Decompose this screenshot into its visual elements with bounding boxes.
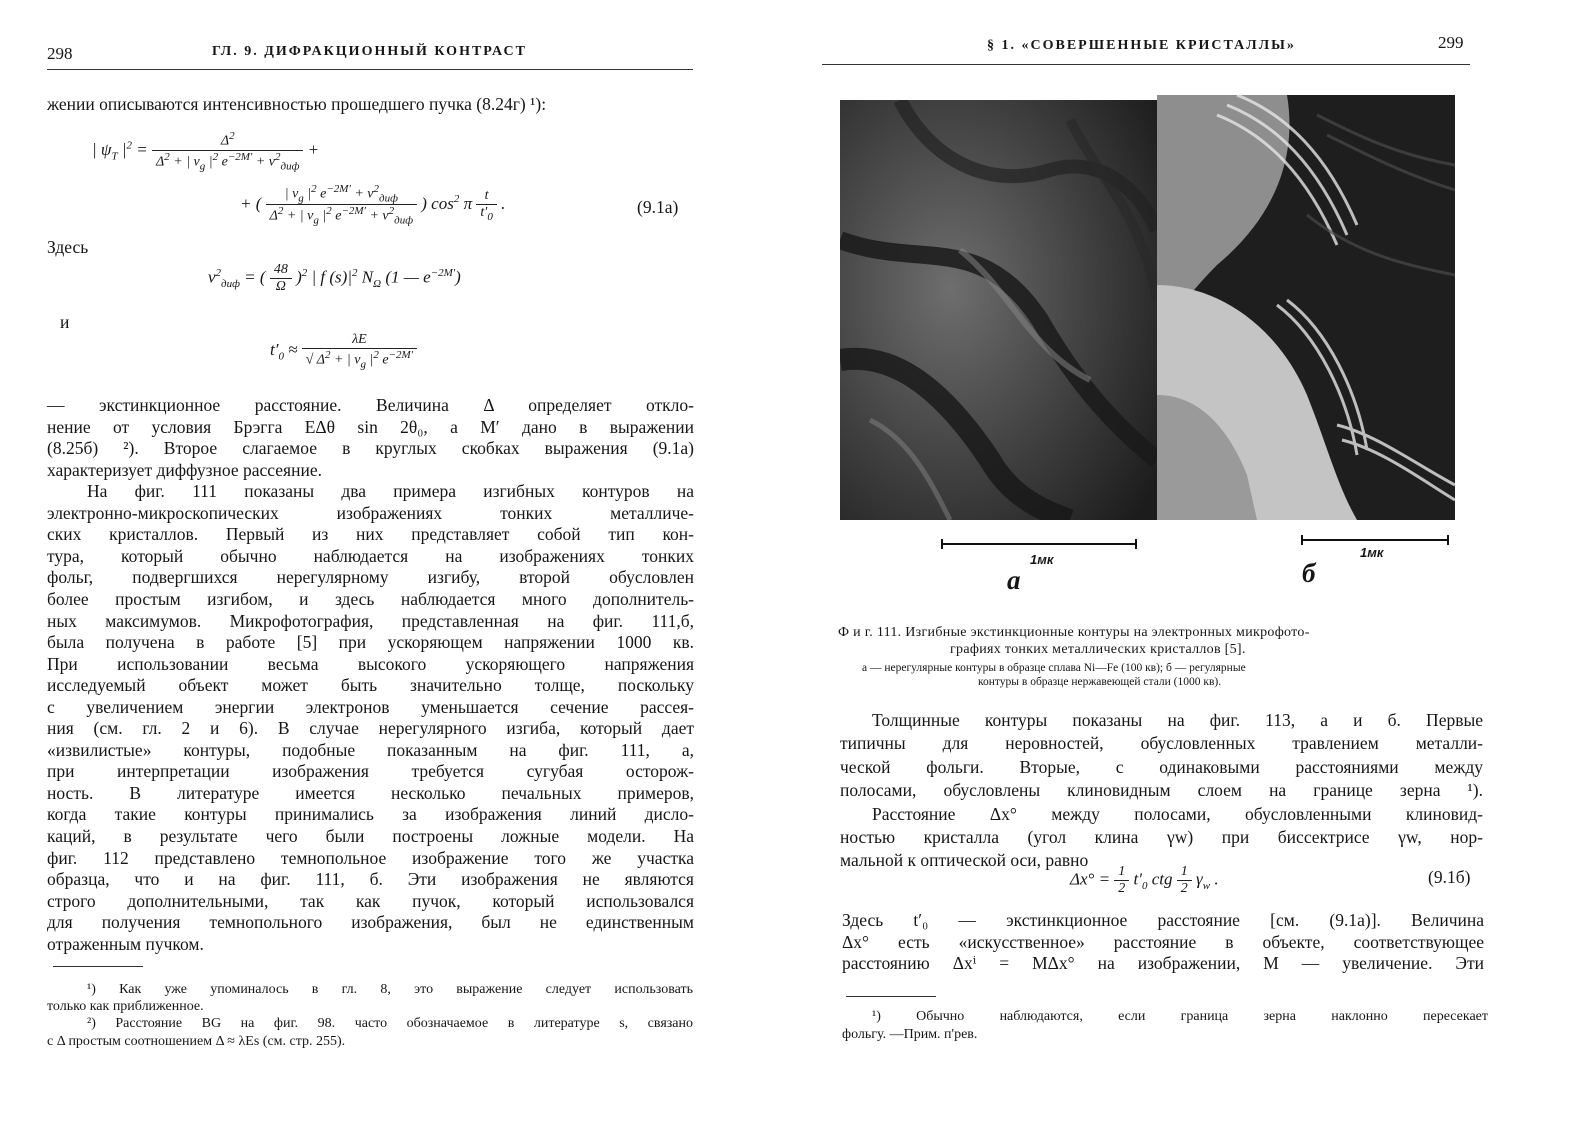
paragraph-line: исследуемый объект может быть значительно толще, поскольку xyxy=(47,675,694,696)
left-page xyxy=(0,0,780,1146)
footnote-line: ²) Расстояние BG на фиг. 98. часто обозначаемое в литературе s, связано xyxy=(87,1016,693,1032)
paragraph-line: отраженным пучком. xyxy=(47,933,204,954)
paragraph-line: каций, в результате чего были построены ложные модели. На xyxy=(47,826,694,846)
running-header: ГЛ. 9. ДИФРАКЦИОННЫЙ КОНТРАСТ xyxy=(212,44,527,59)
page-number: 298 xyxy=(47,44,73,63)
paragraph-line: (8.25б) ²). Второе слагаемое в круглых скобках выражения (9.1а) xyxy=(47,438,694,459)
paragraph-line: была получена в работе [5] при ускоряющем напряжении 1000 кв. xyxy=(47,632,694,653)
paragraph-line: — экстинкционное расстояние. Величина Δ определяет откло- xyxy=(47,395,694,415)
paragraph-line: Δx° есть «искусственное» расстояние в объекте, соответствующее xyxy=(842,931,1484,952)
paragraph-line: когда такие контуры принимались за изображения линий дисло- xyxy=(47,804,694,825)
footnote-rule xyxy=(53,966,143,967)
paragraph-line: типичны для неровностей, обусловленных травлением металли- xyxy=(840,733,1483,754)
running-header: § 1. «СОВЕРШЕННЫЕ КРИСТАЛЛЫ» xyxy=(987,38,1296,53)
paragraph-line: ния (см. гл. 2 и 6). В случае нерегулярного изгиба, который дает xyxy=(47,718,694,739)
scale-label-b: 1мк xyxy=(1360,545,1384,560)
paragraph-line: ность. В литературе имеется несколько печальных примеров, xyxy=(47,782,694,803)
paragraph-line: более простым изгибом, и здесь наблюдается много дополнитель- xyxy=(47,588,694,609)
paragraph-line: электронно-микроскопических изображениях тонких металличе- xyxy=(47,502,694,523)
header-rule xyxy=(47,69,693,70)
footnote-line: только как приближенное. xyxy=(47,999,204,1015)
paragraph-line: характеризует диффузное рассеяние. xyxy=(47,459,322,480)
paragraph-line: полосами, обусловлены клиновидным слоем на границе зерна ¹). xyxy=(840,780,1483,801)
header-rule xyxy=(822,64,1470,65)
figure-caption-line2: графиях тонких металлических кристаллов [5]. xyxy=(950,642,1246,657)
paragraph-line: нение от условия Брэгга EΔθ sin 2θ₀, а M′ дано в выражении xyxy=(47,416,694,437)
paragraph-line: На фиг. 111 показаны два примера изгибных контуров на xyxy=(87,481,694,502)
word-and: и xyxy=(60,312,70,332)
equation-9-1b: Δx° = $\frac{1}{2}$ $t'_0$ ctg $\frac{1}{2}$ $\gamma_w$ . xyxy=(1070,864,1219,896)
micrograph-b xyxy=(1157,95,1455,520)
equation-vdif: $v^2_{диф}$ = ( $\frac{48}{\Omega}$ )$^2$ | f $(s)|^2$ $N_\Omega$ (1 — $e^{-2M'}$) xyxy=(208,262,461,294)
paragraph-line: расстоянию Δxⁱ = MΔx° на изображении, M — увеличение. Эти xyxy=(842,953,1484,973)
paragraph-line: фиг. 112 представлено темнопольное изображение того же участка xyxy=(47,847,694,868)
scale-bar-a xyxy=(943,543,1135,545)
paragraph-line: строго дополнительными, так как пучок, который использовался xyxy=(47,890,694,911)
equation-number: (9.1б) xyxy=(1428,867,1471,887)
equation-t0: $t'_0$ ≈ $\frac{\lambda E}{√ \Delta^2 + | v_g |^2 e^{-2M'}}$ xyxy=(270,332,417,370)
panel-label-a: а xyxy=(1007,565,1021,595)
paragraph-line: при интерпретации изображения требуется сугубая осторож- xyxy=(47,761,694,782)
paragraph-line: ностью кристалла (угол клина γw) при биссектрисе γw, нор- xyxy=(840,827,1483,847)
right-page xyxy=(790,0,1571,1146)
footnote-line: ¹) Как уже упоминалось в гл. 8, это выражение следует использовать xyxy=(87,982,693,997)
equation-9-1a-part1: | $\psi_T$ $|^2$ = $\frac{\Delta^2}{\Delta^2 + | v_g |^2 e^{-2M'} + v^2_{диф}}$ + xyxy=(92,130,320,173)
equation-9-1a-part2: + ( $\frac{| v_g |^2 e^{-2M'} + v^2_{диф}}{\Delta^2 + | v_g |^2 e^{-2M'} + v^2_{диф}}$ ) $\cos^2 \pi$ $\frac{t}{t'_0}$ . xyxy=(240,183,506,227)
paragraph-line: для получения темнопольного изображения, был не единственным xyxy=(47,912,694,933)
intro-line: жении описываются интенсивностью прошедшего пучка (8.24г) ¹): xyxy=(47,94,547,114)
paragraph-line: Здесь t′₀ — экстинкционное расстояние [см. (9.1а)]. Величина xyxy=(842,910,1484,930)
paragraph-line: ческой фольги. Вторые, с одинаковыми расстояниями между xyxy=(840,756,1483,777)
paragraph-line: тура, который обычно наблюдается на изображениях тонких xyxy=(47,545,694,566)
paragraph-line: с увеличением энергии электронов уменьшается сечение рассея- xyxy=(47,696,694,717)
page-number: 299 xyxy=(1438,33,1464,52)
scale-bar-b xyxy=(1303,539,1447,541)
figure-caption-line1: Ф и г. 111. Изгибные экстинкционные контуры на электронных микрофото- xyxy=(838,625,1310,640)
footnote-rule xyxy=(846,996,936,997)
paragraph-line: фольг, подвергшихся нерегулярному изгибу, второй обусловлен xyxy=(47,567,694,588)
paragraph-line: ских кристаллов. Первый из них представляет собой тип кон- xyxy=(47,524,694,545)
paragraph-line: образца, что и на фиг. 111, б. Эти изображения не являются xyxy=(47,869,694,890)
paragraph-line: ных максимумов. Микрофотография, представленная на фиг. 111,б, xyxy=(47,610,694,631)
panel-label-b: б xyxy=(1302,558,1316,588)
paragraph-line: Расстояние Δx° между полосами, обусловленными клиновид- xyxy=(872,803,1483,824)
footnote-line: фольгу. —Прим. п'рев. xyxy=(842,1027,978,1042)
equation-number: (9.1а) xyxy=(637,197,679,217)
paragraph-line: мальной к оптической оси, равно xyxy=(840,850,1089,871)
footnote-line: ¹) Обычно наблюдаются, если граница зерна наклонно пересекает xyxy=(872,1009,1488,1024)
paragraph-line: Толщинные контуры показаны на фиг. 113, а и б. Первые xyxy=(872,710,1483,730)
paragraph-line: «извилистые» контуры, подобные показанным на фиг. 111, а, xyxy=(47,739,694,760)
paragraph-line: При использовании весьма высокого ускоряющего напряжения xyxy=(47,653,694,674)
footnote-line: с Δ простым соотношением Δ ≈ λEs (см. стр. 255). xyxy=(47,1033,346,1049)
scale-label-a: 1мк xyxy=(1030,552,1054,567)
word-here: Здесь xyxy=(47,237,89,257)
figure-legend-line1: а — нерегулярные контуры в образце сплава Ni—Fe (100 кв); б — регулярные xyxy=(862,662,1246,674)
micrograph-a xyxy=(840,100,1157,520)
figure-legend-line2: контуры в образце нержавеющей стали (1000 кв). xyxy=(978,676,1222,688)
